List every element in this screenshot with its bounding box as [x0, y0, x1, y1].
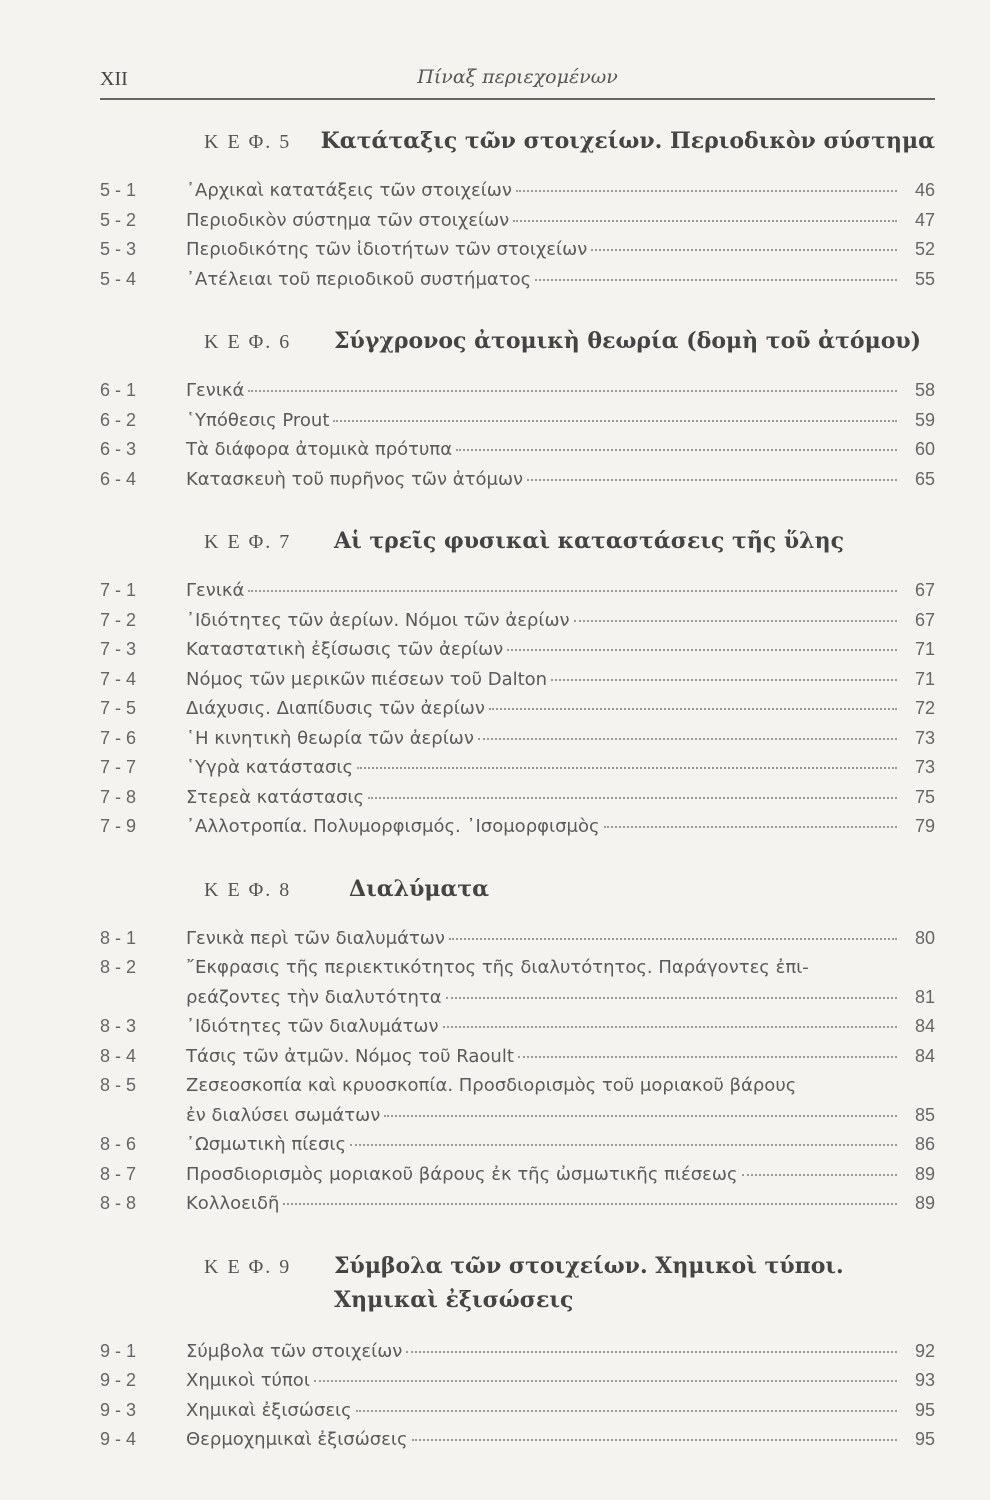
- page-ref: 89: [914, 1163, 935, 1184]
- toc-entry[interactable]: [100, 1400, 935, 1430]
- chapter-section: [100, 520, 935, 846]
- toc-entry[interactable]: [100, 610, 935, 640]
- chapter-heading: [204, 868, 935, 928]
- dot-leader: [412, 1439, 897, 1441]
- page-ref: 73: [914, 727, 935, 748]
- entry-title: ἐν διαλύσει σωμάτων: [186, 1104, 381, 1126]
- toc-entry[interactable]: [100, 439, 935, 469]
- chapter-title: Κατάταξις τῶν στοιχείων. Περιοδικὸν σύστημα: [320, 128, 935, 154]
- toc-entry[interactable]: [100, 957, 935, 1016]
- dot-leader: [574, 620, 897, 622]
- dot-leader: [513, 220, 897, 222]
- chapter-section: [100, 120, 935, 298]
- page-ref: 73: [914, 757, 935, 777]
- entry-title: Περιοδικότης τῶν ἰδιοτήτων τῶν στοιχείων: [186, 239, 588, 260]
- dot-leader: [248, 390, 897, 392]
- entry-title: Γενικά: [186, 380, 245, 401]
- page-ref: 72: [914, 698, 935, 718]
- section-number: 7 - 9: [100, 816, 137, 836]
- toc-entry[interactable]: [100, 728, 935, 758]
- page-ref: 95: [914, 1399, 935, 1420]
- page-ref: 95: [914, 1429, 935, 1449]
- entry-title: Ζεσεοσκοπία καὶ κρυοσκοπία. Προσδιορισμὸς τοῦ μοριακοῦ βάρους: [186, 1075, 797, 1096]
- page-header: [100, 60, 935, 100]
- toc-entry[interactable]: [100, 816, 935, 846]
- chapter-label: Κ Ε Φ. 7: [204, 531, 292, 553]
- section-number: 8 - 7: [100, 1163, 137, 1184]
- dot-leader: [604, 826, 897, 828]
- chapter-label: Κ Ε Φ. 8: [204, 878, 292, 901]
- entry-title: Γενικὰ περὶ τῶν διαλυμάτων: [186, 927, 445, 949]
- toc-entry[interactable]: [100, 239, 935, 269]
- entry-title: Καταστατικὴ ἐξίσωσις τῶν ἀερίων: [186, 639, 504, 660]
- entry-title: Περιοδικὸν σύστημα τῶν στοιχείων: [186, 209, 510, 231]
- dot-leader: [314, 1380, 897, 1382]
- chapter-title: Σύμβολα τῶν στοιχείων. Χημικοὶ τύποι.: [334, 1252, 844, 1279]
- dot-leader: [446, 997, 897, 999]
- dot-leader: [527, 479, 897, 481]
- page-ref: 65: [914, 468, 935, 489]
- chapter-section: [100, 320, 935, 498]
- section-number: 9 - 2: [100, 1370, 137, 1390]
- section-number: 6 - 4: [100, 468, 137, 489]
- entry-title: Προσδιορισμὸς μοριακοῦ βάρους ἐκ τῆς ὠσμωτικῆς πιέσεως: [186, 1163, 738, 1185]
- dot-leader: [449, 938, 897, 940]
- dot-leader: [551, 679, 897, 681]
- section-gap: [100, 498, 935, 520]
- section-number: 5 - 3: [100, 239, 137, 259]
- toc-entry[interactable]: [100, 1370, 935, 1400]
- toc-entry[interactable]: [100, 698, 935, 728]
- toc-entry[interactable]: [100, 1429, 935, 1459]
- entry-title: ῎Εκφρασις τῆς περιεκτικότητος τῆς διαλυτότητος. Παράγοντες ἐπι-: [186, 957, 809, 978]
- section-number: 8 - 8: [100, 1193, 137, 1213]
- section-number: 5 - 1: [100, 180, 137, 200]
- section-number: 8 - 2: [100, 957, 137, 977]
- page-ref: 85: [914, 1104, 935, 1125]
- page-number: XII: [100, 68, 128, 90]
- entry-title: Νόμος τῶν μερικῶν πιέσεων τοῦ Dalton: [186, 668, 548, 690]
- section-number: 8 - 4: [100, 1045, 137, 1066]
- dot-leader: [283, 1203, 897, 1205]
- entry-title: Τὰ διάφορα ἀτομικὰ πρότυπα: [186, 439, 453, 460]
- dot-leader: [535, 279, 897, 281]
- running-title: Πίναξ περιεχομένων: [417, 66, 618, 88]
- section-gap: [100, 298, 935, 320]
- entry-title: Χημικαὶ ἐξισώσεις: [186, 1399, 352, 1421]
- entry-title: ᾿Αλλοτροπία. Πολυμορφισμός. ᾿Ισομορφισμὸς: [186, 816, 600, 837]
- entry-title: ῾Υγρὰ κατάστασις: [186, 757, 354, 778]
- dot-leader: [443, 1026, 897, 1028]
- page-ref: 71: [914, 639, 935, 659]
- toc-entry[interactable]: [100, 1134, 935, 1164]
- page-ref: 52: [914, 239, 935, 259]
- entry-title: ᾿Αρχικαὶ κατατάξεις τῶν στοιχείων: [186, 180, 512, 201]
- table-of-contents: [100, 120, 935, 1459]
- entry-title: Κατασκευὴ τοῦ πυρῆνος τῶν ἀτόμων: [186, 468, 524, 490]
- dot-leader: [356, 1410, 897, 1412]
- entry-title: Θερμοχημικαὶ ἐξισώσεις: [186, 1429, 408, 1450]
- dot-leader: [518, 1056, 897, 1058]
- entry-title: ᾿Ατέλειαι τοῦ περιοδικοῦ συστήματος: [186, 268, 532, 290]
- entry-title: ᾿Ωσμωτικὴ πίεσις: [186, 1134, 347, 1155]
- page-ref: 79: [914, 816, 935, 836]
- dot-leader: [489, 708, 897, 710]
- page-ref: 47: [914, 209, 935, 230]
- toc-entry[interactable]: [100, 669, 935, 699]
- toc-entry[interactable]: [100, 928, 935, 958]
- chapter-title: Χημικαὶ ἐξισώσεις: [334, 1286, 574, 1313]
- header-rule: [100, 98, 935, 100]
- page-ref: 81: [914, 986, 935, 1007]
- toc-entry[interactable]: [100, 380, 935, 410]
- section-gap: [100, 1223, 935, 1245]
- entry-title: ῾Υπόθεσις Prout: [186, 409, 330, 431]
- chapter-heading: [204, 120, 935, 180]
- section-number: 8 - 1: [100, 927, 137, 948]
- page-ref: 84: [914, 1045, 935, 1066]
- page-ref: 55: [914, 268, 935, 289]
- section-number: 7 - 5: [100, 698, 137, 718]
- chapter-section: [100, 1245, 935, 1459]
- section-number: 6 - 2: [100, 409, 137, 430]
- section-number: 9 - 1: [100, 1340, 137, 1361]
- chapter-title: Αἱ τρεῖς φυσικαὶ καταστάσεις τῆς ὕλης: [334, 528, 844, 554]
- entry-title: ᾿Ιδιότητες τῶν διαλυμάτων: [186, 1016, 439, 1037]
- entry-title: Σύμβολα τῶν στοιχείων: [186, 1340, 403, 1362]
- section-number: 6 - 3: [100, 439, 137, 459]
- section-number: 8 - 5: [100, 1075, 137, 1095]
- entry-title: Στερεὰ κατάστασις: [186, 786, 365, 808]
- entry-title: ρεάζοντες τὴν διαλυτότητα: [186, 986, 442, 1008]
- dot-leader: [478, 738, 897, 740]
- dot-leader: [516, 190, 897, 192]
- toc-entry[interactable]: [100, 180, 935, 210]
- toc-entry[interactable]: [100, 269, 935, 299]
- toc-entry[interactable]: [100, 1164, 935, 1194]
- chapter-label: Κ Ε Φ. 6: [204, 331, 292, 353]
- section-number: 8 - 6: [100, 1134, 137, 1154]
- section-gap: [100, 846, 935, 868]
- page-ref: 93: [914, 1370, 935, 1390]
- dot-leader: [456, 449, 897, 451]
- page-ref: 59: [914, 409, 935, 430]
- chapter-title: Σύγχρονος ἀτομικὴ θεωρία (δομὴ τοῦ ἀτόμου): [334, 328, 922, 354]
- entry-title: ῾Η κινητικὴ θεωρία τῶν ἀερίων: [186, 727, 474, 749]
- toc-entry[interactable]: [100, 410, 935, 440]
- chapter-heading: [204, 1245, 935, 1341]
- toc-entry[interactable]: [100, 580, 935, 610]
- page-ref: 89: [914, 1193, 935, 1213]
- toc-entry[interactable]: [100, 1193, 935, 1223]
- page-ref: 92: [914, 1340, 935, 1361]
- page-ref: 58: [914, 380, 935, 400]
- toc-entry[interactable]: [100, 639, 935, 669]
- dot-leader: [350, 1144, 897, 1146]
- section-number: 7 - 8: [100, 786, 137, 807]
- toc-entry[interactable]: [100, 469, 935, 499]
- section-number: 5 - 2: [100, 209, 137, 230]
- toc-entry[interactable]: [100, 1341, 935, 1371]
- chapter-heading: [204, 520, 935, 580]
- section-number: 7 - 1: [100, 580, 137, 600]
- dot-leader: [368, 797, 897, 799]
- section-number: 9 - 4: [100, 1429, 137, 1449]
- section-number: 7 - 6: [100, 727, 137, 748]
- section-number: 5 - 4: [100, 268, 137, 289]
- page-ref: 86: [914, 1134, 935, 1154]
- chapter-label: Κ Ε Φ. 9: [204, 1255, 292, 1278]
- dot-leader: [357, 767, 897, 769]
- page-ref: 60: [914, 439, 935, 459]
- page-ref: 67: [914, 580, 935, 600]
- page-ref: 67: [914, 609, 935, 630]
- entry-title: Γενικά: [186, 580, 245, 601]
- entry-title: Διάχυσις. Διαπίδυσις τῶν ἀερίων: [186, 698, 485, 719]
- toc-entry[interactable]: [100, 757, 935, 787]
- toc-entry[interactable]: [100, 210, 935, 240]
- entry-title: ᾿Ιδιότητες τῶν ἀερίων. Νόμοι τῶν ἀερίων: [186, 609, 570, 631]
- toc-entry[interactable]: [100, 1075, 935, 1134]
- chapter-section: [100, 868, 935, 1223]
- toc-entry[interactable]: [100, 787, 935, 817]
- chapter-label: Κ Ε Φ. 5: [204, 131, 292, 153]
- dot-leader: [507, 649, 897, 651]
- dot-leader: [384, 1115, 897, 1117]
- chapter-heading: [204, 320, 935, 380]
- section-number: 7 - 2: [100, 609, 137, 630]
- entry-title: Κολλοειδῆ: [186, 1193, 280, 1214]
- dot-leader: [333, 420, 897, 422]
- section-number: 7 - 3: [100, 639, 137, 659]
- toc-entry[interactable]: [100, 1016, 935, 1046]
- dot-leader: [591, 249, 897, 251]
- dot-leader: [742, 1174, 897, 1176]
- page-ref: 80: [914, 927, 935, 948]
- section-number: 7 - 7: [100, 757, 137, 777]
- dot-leader: [406, 1351, 897, 1353]
- dot-leader: [248, 590, 897, 592]
- section-number: 8 - 3: [100, 1016, 137, 1036]
- toc-entry[interactable]: [100, 1046, 935, 1076]
- entry-title: Χημικοὶ τύποι: [186, 1370, 310, 1391]
- page-ref: 84: [914, 1016, 935, 1036]
- section-number: 7 - 4: [100, 668, 137, 689]
- page-ref: 46: [914, 180, 935, 200]
- entry-title: Τάσις τῶν ἀτμῶν. Νόμος τοῦ Raoult: [186, 1045, 514, 1067]
- section-number: 9 - 3: [100, 1399, 137, 1420]
- page-ref: 71: [914, 668, 935, 689]
- page-ref: 75: [914, 786, 935, 807]
- section-number: 6 - 1: [100, 380, 137, 400]
- chapter-title: Διαλύματα: [349, 875, 490, 902]
